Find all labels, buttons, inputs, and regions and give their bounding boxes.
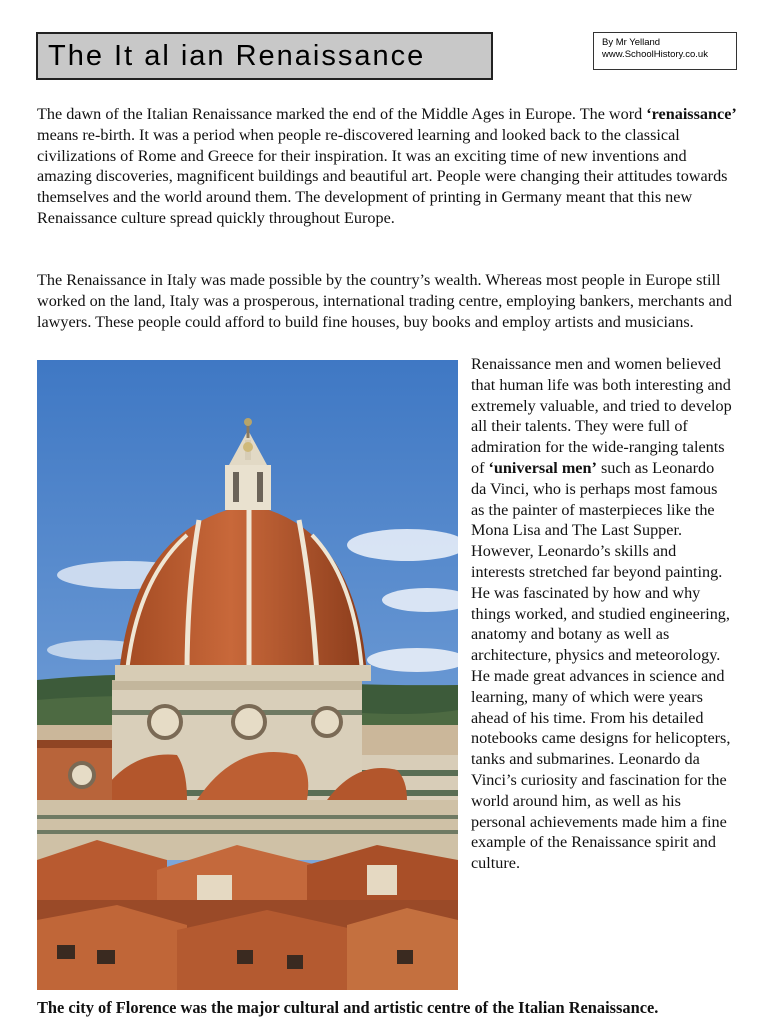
page-title: The It al ian Renaissance	[48, 39, 426, 72]
leonardo-text-start: Renaissance men and women believed that human life was both interesting and extremely valuable, and tried to develop all their talents. They were full of admiration for the wide-ranging talents of	[471, 355, 732, 477]
wealth-paragraph: The Renaissance in Italy was made possible by the country’s wealth. Whereas most people in Europe still worked on the land, Italy was a prosperous, international trading centre, employing bankers, merchants and lawyers. These people could afford to build fine houses, buy books and employ artists and musicians.	[37, 271, 732, 331]
intro-text-start: The dawn of the Italian Renaissance marked the end of the Middle Ages in Europe. The word	[37, 105, 647, 123]
intro-text-end: means re-birth. It was a period when people re-discovered learning and looked back to the classical civilizations of Rome and Greece for their inspiration. It was an exciting time of new inventions and amazing discoveries, magnificent buildings and beautiful art. People were changing their attitudes towards themselves and the world around them. The development of printing in Germany meant that this new Renaissance culture spread quickly throughout Europe.	[37, 125, 728, 227]
author-box	[593, 32, 737, 70]
photo-caption: The city of Florence was the major cultural and artistic centre of the Italian Renaissance.	[37, 998, 659, 1017]
leonardo-paragraph	[471, 354, 733, 874]
duomo-illustration	[37, 360, 458, 990]
author-website: www.SchoolHistory.co.uk	[602, 49, 708, 60]
intro-paragraph	[37, 104, 737, 229]
renaissance-term: ‘renaissance’	[646, 105, 737, 123]
leonardo-text-end: such as Leonardo da Vinci, who is perhaps most famous as the painter of masterpieces like the Mona Lisa and The Last Supper. However, Leonardo’s skills and interests stretched far beyond painting. He was fascinated by how and why things worked, and studied engineering, anatomy and botany as well as architecture, physics and meteorology. He made great advances in science and learning, many of which were years ahead of his time. From his detailed notebooks came designs for helicopters, tanks and submarines. Leonardo da Vinci’s curiosity and fascination for the world around him, as well as his personal achievements made him a fine example of the Renaissance spirit and culture.	[471, 458, 731, 873]
florence-duomo-photo	[37, 360, 458, 990]
title-box	[36, 32, 493, 80]
universal-men-term: ‘universal men’	[488, 458, 597, 477]
author-name: By Mr Yelland	[602, 37, 661, 48]
